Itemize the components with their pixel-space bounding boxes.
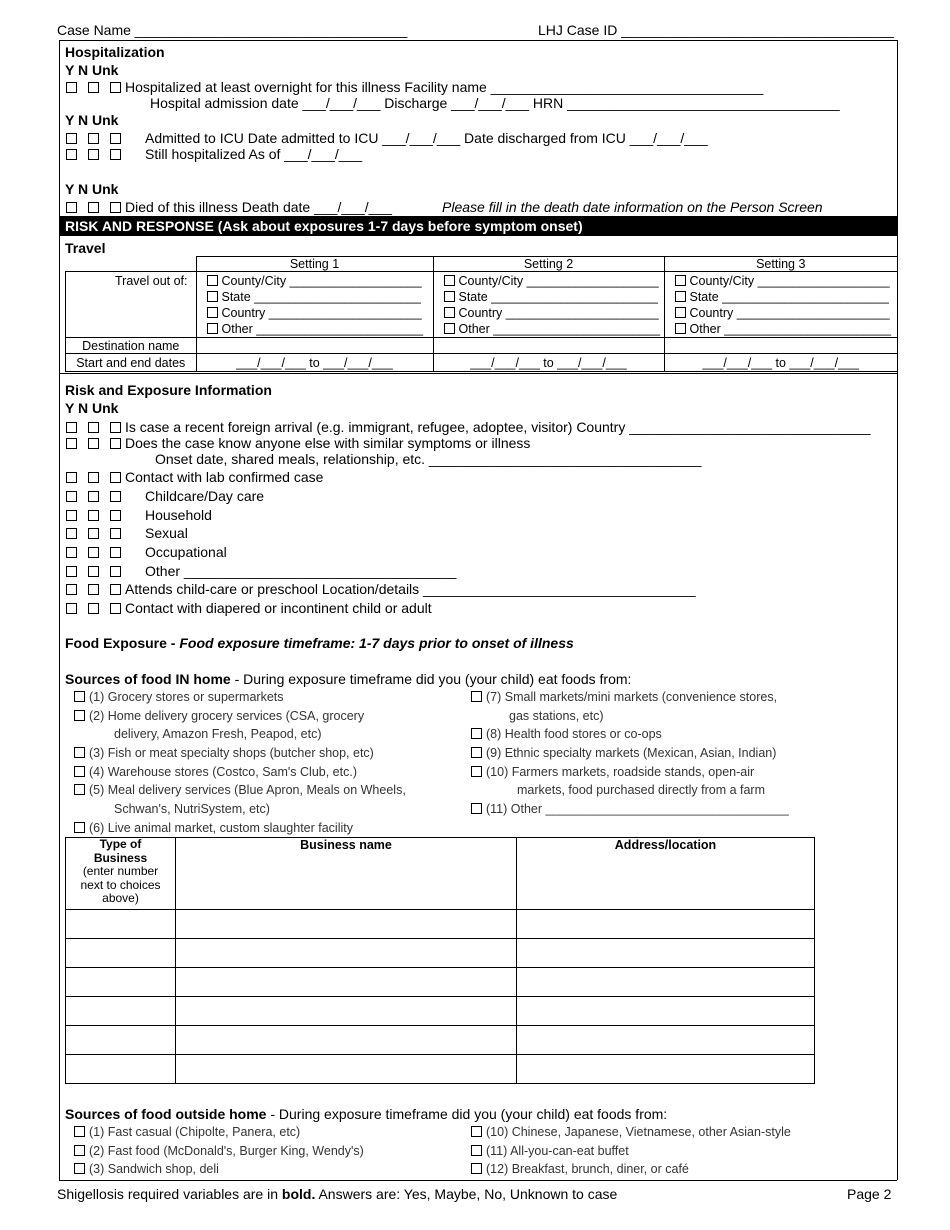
table-row [66,910,815,939]
similar-label: Does the case know anyone else with similar symptoms or illness [125,435,531,451]
icu-label: Admitted to ICU Date admitted to ICU ___/___/___ Date discharged from ICU ___/___/___ [145,130,708,146]
address-cell[interactable] [517,997,815,1026]
checkbox-n[interactable] [88,584,99,595]
ynu-header: Y N Unk [65,62,119,78]
checkbox[interactable] [74,1145,85,1156]
checkbox-unk[interactable] [110,133,121,144]
occupational-row [66,544,227,560]
checkbox-unk[interactable] [110,438,121,449]
checkbox-n[interactable] [88,528,99,539]
setting-3-header: Setting 3 [664,257,898,272]
table-row [66,939,815,968]
checkbox[interactable] [74,1163,85,1174]
table-row [66,1055,815,1084]
checkbox-other[interactable] [675,323,686,334]
outside-bold: Sources of food outside home [65,1106,267,1122]
in-home-2: (2) Home delivery grocery services (CSA, grocery [74,709,364,723]
table-row [66,997,815,1026]
checkbox-y[interactable] [66,422,77,433]
travel-out-of-label: Travel out of: [66,272,197,338]
other-contact-row [66,563,456,579]
type-cell[interactable] [66,1026,176,1055]
outside-1: (1) Fast casual (Chipolte, Panera, etc) [74,1125,300,1139]
table-row [66,1026,815,1055]
childcare-label: Childcare/Day care [145,488,265,504]
checkbox-state[interactable] [207,291,218,302]
type-of-business-header: Type of Business (enter number next to choices above) [66,838,176,910]
in-home-4: (4) Warehouse stores (Costco, Sam's Club, etc.) [74,765,357,779]
outside-home-heading [65,1106,667,1122]
checkbox-unk[interactable] [110,491,121,502]
checkbox-y[interactable] [66,603,77,614]
checkbox[interactable] [471,766,482,777]
checkbox-unk[interactable] [110,510,121,521]
destination-2[interactable] [433,338,664,354]
checkbox[interactable] [471,1126,482,1137]
checkbox-unk[interactable] [110,422,121,433]
checkbox-y[interactable] [66,82,77,93]
in-home-heading [65,671,631,687]
outside-2: (2) Fast food (McDonald's, Burger King, Wendy's) [74,1144,364,1158]
checkbox[interactable] [74,710,85,721]
checkbox-county[interactable] [207,275,218,286]
checkbox-unk[interactable] [110,149,121,160]
checkbox-state[interactable] [444,291,455,302]
checkbox-unk[interactable] [110,566,121,577]
in-home-1: (1) Grocery stores or supermarkets [74,690,284,704]
table-row [66,968,815,997]
still-hospitalized-row [66,146,362,162]
death-date-note: Please fill in the death date information on the Person Screen [442,199,823,215]
in-home-7: (7) Small markets/mini markets (convenience stores, [471,690,777,704]
risk-title: Risk and Exposure Information [65,382,272,398]
address-cell[interactable] [517,968,815,997]
checkbox[interactable] [74,822,85,833]
outside-11: (11) All-you-can-eat buffet [471,1144,629,1158]
checkbox-y[interactable] [66,528,77,539]
checkbox-n[interactable] [88,133,99,144]
onset-details-field[interactable]: Onset date, shared meals, relationship, etc. ___________________________________ [155,451,702,467]
checkbox[interactable] [74,747,85,758]
name-cell[interactable] [176,997,517,1026]
business-table [65,837,815,1084]
checkbox-country[interactable] [675,307,686,318]
checkbox[interactable] [471,747,482,758]
checkbox-y[interactable] [66,133,77,144]
dates-2[interactable]: ___/___/___ to ___/___/___ [433,354,664,372]
still-label: Still hospitalized As of ___/___/___ [145,146,363,162]
lab-label: Contact with lab confirmed case [125,469,324,485]
destination-1[interactable] [196,338,433,354]
food-exposure-title [65,635,574,651]
setting-2-header: Setting 2 [433,257,664,272]
name-cell[interactable] [176,1026,517,1055]
checkbox-y[interactable] [66,510,77,521]
outside-rest: - During exposure timeframe did you (your child) eat foods from: [266,1106,668,1122]
checkbox-y[interactable] [66,491,77,502]
address-cell[interactable] [517,1055,815,1084]
food-title-bold: Food Exposure - [65,635,180,651]
foreign-arrival-row [66,419,871,435]
checkbox-unk[interactable] [110,82,121,93]
died-label: Died of this illness Death date ___/___/___ [125,199,392,215]
checkbox-y[interactable] [66,584,77,595]
checkbox-y[interactable] [66,438,77,449]
address-cell[interactable] [517,910,815,939]
in-home-5: (5) Meal delivery services (Blue Apron, Meals on Wheels, [74,783,406,797]
sexual-row [66,525,188,541]
outside-12: (12) Breakfast, brunch, diner, or café [471,1162,689,1176]
outside-3: (3) Sandwich shop, deli [74,1162,219,1176]
checkbox-n[interactable] [88,472,99,483]
in-home-bold: Sources of food IN home [65,671,231,687]
dates-1[interactable]: ___/___/___ to ___/___/___ [196,354,433,372]
checkbox-y[interactable] [66,202,77,213]
checkbox-country[interactable] [444,307,455,318]
in-home-11: (11) Other ___________________________________ [471,802,789,816]
in-home-9: (9) Ethnic specialty markets (Mexican, Asian, Indian) [471,746,776,760]
travel-table [65,256,898,372]
checkbox[interactable] [471,728,482,739]
occupational-label: Occupational [145,544,227,560]
checkbox-state[interactable] [675,291,686,302]
diapered-contact-row [66,600,432,616]
icu-row [66,130,708,146]
start-end-label: Start and end dates [66,354,197,372]
checkbox[interactable] [471,1163,482,1174]
checkbox[interactable] [471,1145,482,1156]
checkbox-y[interactable] [66,149,77,160]
other-label: Other ___________________________________ [145,563,457,579]
page-number: Page 2 [847,1186,892,1202]
business-name-header: Business name [176,838,517,910]
checkbox-unk[interactable] [110,584,121,595]
lab-contact-row [66,469,323,485]
type-cell[interactable] [66,910,176,939]
setting-3-options: County/City ___________________ State ________________________ Country ______________________ Other ________________________ [664,272,898,338]
foreign-label: Is case a recent foreign arrival (e.g. immigrant, refugee, adoptee, visitor) Country _______________________________ [125,419,871,435]
name-cell[interactable] [176,968,517,997]
checkbox-n[interactable] [88,82,99,93]
type-cell[interactable] [66,997,176,1026]
checkbox[interactable] [74,784,85,795]
footer-note: Shigellosis required variables are in bold. Answers are: Yes, Maybe, No, Unknown to case [57,1186,618,1202]
in-home-3: (3) Fish or meat specialty shops (butcher shop, etc) [74,746,374,760]
in-home-2-cont: delivery, Amazon Fresh, Peapod, etc) [114,727,322,741]
address-header: Address/location [517,838,815,910]
sexual-label: Sexual [145,525,188,541]
dates-3[interactable]: ___/___/___ to ___/___/___ [664,354,898,372]
checkbox-other[interactable] [444,323,455,334]
outside-10: (10) Chinese, Japanese, Vietnamese, other Asian-style [471,1125,791,1139]
checkbox[interactable] [74,691,85,702]
hospitalized-label: Hospitalized at least overnight for this illness Facility name ___________________________________ [125,79,764,95]
similar-symptoms-row [66,435,530,451]
type-cell[interactable] [66,1055,176,1084]
in-home-5-cont: Schwan's, NutriSystem, etc) [114,802,270,816]
checkbox-y[interactable] [66,547,77,558]
checkbox-county[interactable] [444,275,455,286]
hospitalization-title: Hospitalization [65,44,165,60]
in-home-7-cont: gas stations, etc) [509,709,604,723]
destination-name-label: Destination name [66,338,197,354]
checkbox-unk[interactable] [110,603,121,614]
name-cell[interactable] [176,910,517,939]
checkbox-county[interactable] [675,275,686,286]
checkbox-n[interactable] [88,202,99,213]
address-cell[interactable] [517,939,815,968]
checkbox-n[interactable] [88,491,99,502]
checkbox-y[interactable] [66,472,77,483]
case-name-field[interactable]: Case Name ___________________________________ [57,22,408,38]
checkbox-y[interactable] [66,566,77,577]
checkbox[interactable] [471,803,482,814]
diapered-label: Contact with diapered or incontinent child or adult [125,600,432,616]
household-row [66,507,212,523]
setting-1-header: Setting 1 [196,257,433,272]
in-home-10-cont: markets, food purchased directly from a farm [517,783,766,797]
checkbox[interactable] [471,691,482,702]
type-cell[interactable] [66,939,176,968]
checkbox-n[interactable] [88,438,99,449]
checkbox-n[interactable] [88,603,99,614]
in-home-8: (8) Health food stores or co-ops [471,727,662,741]
in-home-rest: - During exposure timeframe did you (your child) eat foods from: [230,671,632,687]
destination-3[interactable] [664,338,898,354]
childcare-row [66,488,264,504]
admission-line[interactable]: Hospital admission date ___/___/___ Discharge ___/___/___ HRN ___________________________________ [150,95,840,111]
setting-2-options: County/City ___________________ State ________________________ Country ______________________ Other ________________________ [433,272,664,338]
ynu-header-2: Y N Unk [65,112,119,128]
name-cell[interactable] [176,1055,517,1084]
died-row [66,199,392,215]
in-home-10: (10) Farmers markets, roadside stands, open-air [471,765,754,779]
household-label: Household [145,507,212,523]
ynu-header-3: Y N Unk [65,181,119,197]
checkbox-n[interactable] [88,547,99,558]
checkbox-country[interactable] [207,307,218,318]
checkbox-unk[interactable] [110,528,121,539]
checkbox-n[interactable] [88,510,99,521]
checkbox[interactable] [74,766,85,777]
checkbox-n[interactable] [88,149,99,160]
risk-response-banner: RISK AND RESPONSE (Ask about exposures 1-7 days before symptom onset) [59,216,897,236]
attends-label: Attends child-care or preschool Location/details ___________________________________ [125,581,696,597]
risk-ynu: Y N Unk [65,400,119,416]
checkbox-unk[interactable] [110,547,121,558]
checkbox-n[interactable] [88,566,99,577]
name-cell[interactable] [176,939,517,968]
lhj-case-id-field[interactable]: LHJ Case ID ___________________________________ [538,22,894,38]
checkbox-unk[interactable] [110,202,121,213]
checkbox[interactable] [74,1126,85,1137]
checkbox-unk[interactable] [110,472,121,483]
in-home-6: (6) Live animal market, custom slaughter facility [74,821,353,835]
type-cell[interactable] [66,968,176,997]
attends-childcare-row [66,581,696,597]
setting-1-options: County/City ___________________ State ________________________ Country ______________________ Other ________________________ [196,272,433,338]
hospitalized-row [66,79,763,95]
address-cell[interactable] [517,1026,815,1055]
checkbox-n[interactable] [88,422,99,433]
travel-title: Travel [65,240,106,256]
food-title-italic: Food exposure timeframe: 1-7 days prior to onset of illness [179,635,574,651]
checkbox-other[interactable] [207,323,218,334]
